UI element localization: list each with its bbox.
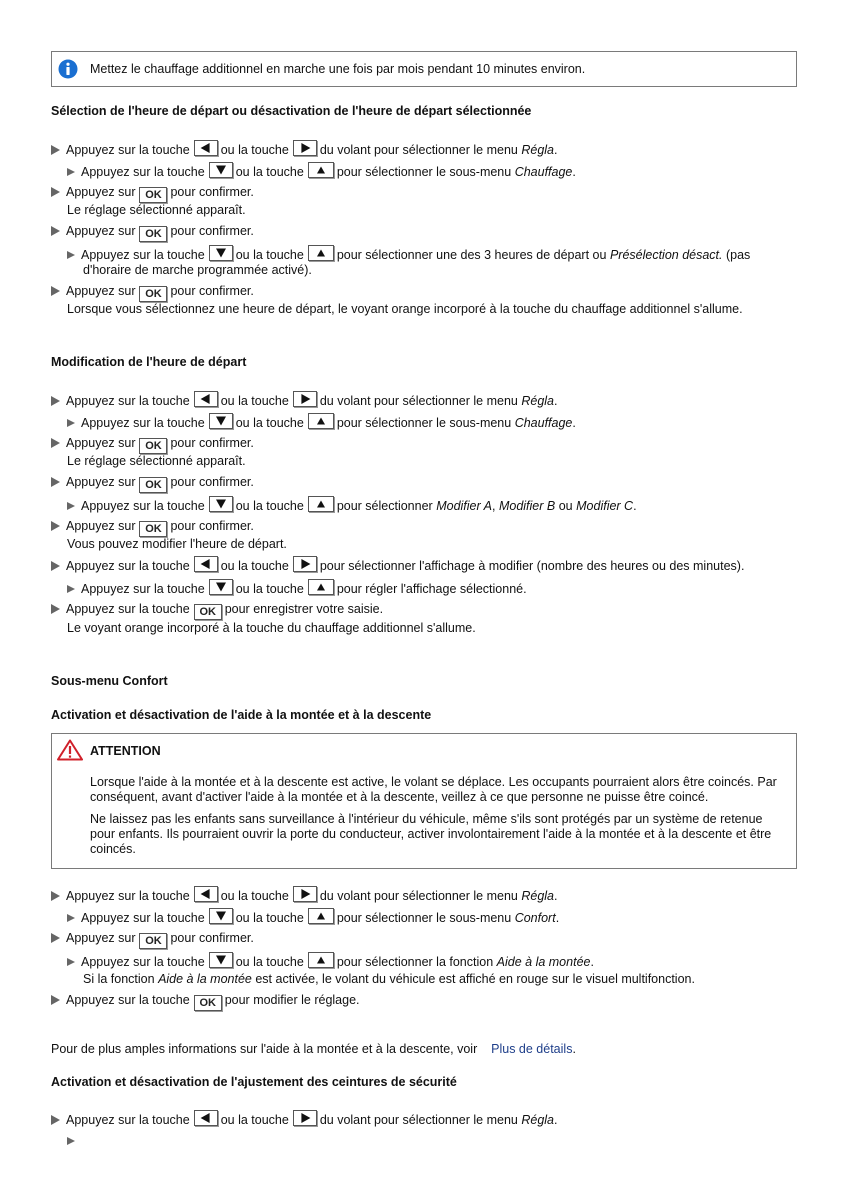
up-arrow-key-icon <box>308 245 334 261</box>
warning-title: ATTENTION <box>90 744 161 758</box>
down-arrow-key-icon <box>209 162 233 178</box>
step-result: Le réglage sélectionné apparaît. <box>67 454 246 468</box>
bullet-arrow-icon <box>51 396 60 406</box>
section-title: Modification de l'heure de départ <box>51 355 247 369</box>
bullet-arrow-icon <box>67 958 75 966</box>
info-text: Mettez le chauffage additionnel en marche une fois par mois pendant 10 minutes environ. <box>90 62 586 76</box>
up-arrow-key-icon <box>308 952 334 968</box>
right-arrow-key-icon <box>293 886 317 902</box>
down-arrow-key-icon <box>209 908 233 924</box>
up-arrow-key-icon <box>308 908 334 924</box>
section-subtitle: Activation et désactivation de l'aide à la montée et à la descente <box>51 708 432 722</box>
bullet-arrow-icon <box>51 891 60 901</box>
page <box>51 51 797 1127</box>
ok-key-icon: OK <box>194 995 222 1011</box>
step: Appuyez sur la touche ou la touche pour sélectionner l'affichage à modifier (nombre des heures ou des minutes). <box>51 556 744 574</box>
warning-triangle-icon <box>57 739 83 761</box>
down-arrow-key-icon <box>209 952 233 968</box>
step: Appuyez sur la touche OK pour modifier le réglage. <box>51 991 360 1009</box>
bullet-arrow-icon <box>51 286 60 296</box>
warning-box <box>51 733 797 869</box>
sub-step: Appuyez sur la touche ou la touche pour régler l'affichage sélectionné. <box>67 579 527 597</box>
ok-key-icon: OK <box>139 477 167 493</box>
down-arrow-key-icon <box>209 413 233 429</box>
bullet-arrow-icon <box>51 933 60 943</box>
bullet-arrow-icon <box>67 914 75 922</box>
step: Appuyez sur la touche ou la touche du volant pour sélectionner le menu Régla. <box>51 886 558 904</box>
down-arrow-key-icon <box>209 245 233 261</box>
ok-key-icon: OK <box>139 521 167 537</box>
bullet-arrow-icon <box>51 995 60 1005</box>
step: Appuyez sur OK pour confirmer. <box>51 222 254 240</box>
right-arrow-key-icon <box>293 556 317 572</box>
step: Appuyez sur OK pour confirmer. <box>51 517 254 535</box>
sub-step <box>67 1132 81 1150</box>
up-arrow-key-icon <box>308 162 334 178</box>
sub-step: Appuyez sur la touche ou la touche pour sélectionner une des 3 heures de départ ou Présélection désact. (pas <box>67 245 750 263</box>
sub-step-result: Si la fonction Aide à la montée est activée, le volant du véhicule est affiché en rouge sur le visuel multifonction. <box>83 972 695 986</box>
bullet-arrow-icon <box>51 226 60 236</box>
ok-key-icon: OK <box>139 226 167 242</box>
down-arrow-key-icon <box>209 579 233 595</box>
sub-step-continuation: d'horaire de marche programmée activé). <box>83 263 312 277</box>
bullet-arrow-icon <box>67 168 75 176</box>
section-title: Sélection de l'heure de départ ou désactivation de l'heure de départ sélectionnée <box>51 104 532 118</box>
section-title: Sous-menu Confort <box>51 674 168 688</box>
bullet-arrow-icon <box>51 438 60 448</box>
step: Appuyez sur OK pour confirmer. <box>51 183 254 201</box>
step: Appuyez sur la touche OK pour enregistrer votre saisie. <box>51 600 383 618</box>
bullet-arrow-icon <box>67 502 75 510</box>
ok-key-icon: OK <box>139 438 167 454</box>
info-icon <box>58 59 78 79</box>
more-info-text: Pour de plus amples informations sur l'aide à la montée et à la descente, voir Plus de détails. <box>51 1042 576 1056</box>
step: Appuyez sur OK pour confirmer. <box>51 434 254 452</box>
step-result: Vous pouvez modifier l'heure de départ. <box>67 537 287 551</box>
bullet-arrow-icon <box>67 251 75 259</box>
warning-paragraph: Lorsque l'aide à la montée et à la descente est active, le volant se déplace. Les occupants pourraient alors être coincés. Par conséquent, avant d'activer l'aide à la montée et à la descente, veillez à ce que personne ne puisse être coincé. <box>90 775 777 804</box>
section-title: Activation et désactivation de l'ajustement des ceintures de sécurité <box>51 1075 457 1089</box>
right-arrow-key-icon <box>293 140 317 156</box>
up-arrow-key-icon <box>308 496 334 512</box>
step-result: Le voyant orange incorporé à la touche du chauffage additionnel s'allume. <box>67 621 476 635</box>
bullet-arrow-icon <box>67 585 75 593</box>
info-box <box>51 51 797 87</box>
bullet-arrow-icon <box>51 477 60 487</box>
bullet-arrow-icon <box>51 187 60 197</box>
bullet-arrow-icon <box>51 1115 60 1125</box>
warning-paragraph: Ne laissez pas les enfants sans surveillance à l'intérieur du véhicule, même s'ils sont protégés par un système de retenue pour enfants. Ils pourraient ouvrir la porte du conducteur, activer involontairement l'aide à la montée et à la descente et être coincés. <box>90 812 772 856</box>
bullet-arrow-icon <box>51 561 60 571</box>
ok-key-icon: OK <box>139 933 167 949</box>
sub-step: Appuyez sur la touche ou la touche pour sélectionner le sous-menu Confort. <box>67 908 559 926</box>
right-arrow-key-icon <box>293 1110 317 1126</box>
left-arrow-key-icon <box>194 391 218 407</box>
step: Appuyez sur la touche ou la touche du volant pour sélectionner le menu Régla. <box>51 1110 558 1128</box>
step: Appuyez sur OK pour confirmer. <box>51 929 254 947</box>
right-arrow-key-icon <box>293 391 317 407</box>
left-arrow-key-icon <box>194 556 218 572</box>
step: Appuyez sur OK pour confirmer. <box>51 473 254 491</box>
sub-step: Appuyez sur la touche ou la touche pour sélectionner le sous-menu Chauffage. <box>67 413 576 431</box>
sub-step: Appuyez sur la touche ou la touche pour sélectionner Modifier A, Modifier B ou Modifier C. <box>67 496 637 514</box>
step: Appuyez sur OK pour confirmer. <box>51 282 254 300</box>
bullet-arrow-icon <box>51 521 60 531</box>
sub-step: Appuyez sur la touche ou la touche pour sélectionner le sous-menu Chauffage. <box>67 162 576 180</box>
up-arrow-key-icon <box>308 579 334 595</box>
step: Appuyez sur la touche ou la touche du volant pour sélectionner le menu Régla. <box>51 391 558 409</box>
ok-key-icon: OK <box>194 604 222 620</box>
sub-step: Appuyez sur la touche ou la touche pour sélectionner la fonction Aide à la montée. <box>67 952 594 970</box>
bullet-arrow-icon <box>51 145 60 155</box>
bullet-arrow-icon <box>51 604 60 614</box>
more-details-link[interactable]: Plus de détails <box>491 1042 573 1056</box>
bullet-arrow-icon <box>67 419 75 427</box>
step: Appuyez sur la touche ou la touche du volant pour sélectionner le menu Régla. <box>51 140 558 158</box>
left-arrow-key-icon <box>194 140 218 156</box>
left-arrow-key-icon <box>194 886 218 902</box>
step-result: Lorsque vous sélectionnez une heure de départ, le voyant orange incorporé à la touche du chauffage additionnel s'allume. <box>67 302 743 316</box>
up-arrow-key-icon <box>308 413 334 429</box>
ok-key-icon: OK <box>139 187 167 203</box>
ok-key-icon: OK <box>139 286 167 302</box>
bullet-arrow-icon <box>67 1137 75 1145</box>
left-arrow-key-icon <box>194 1110 218 1126</box>
step-result: Le réglage sélectionné apparaît. <box>67 203 246 217</box>
down-arrow-key-icon <box>209 496 233 512</box>
